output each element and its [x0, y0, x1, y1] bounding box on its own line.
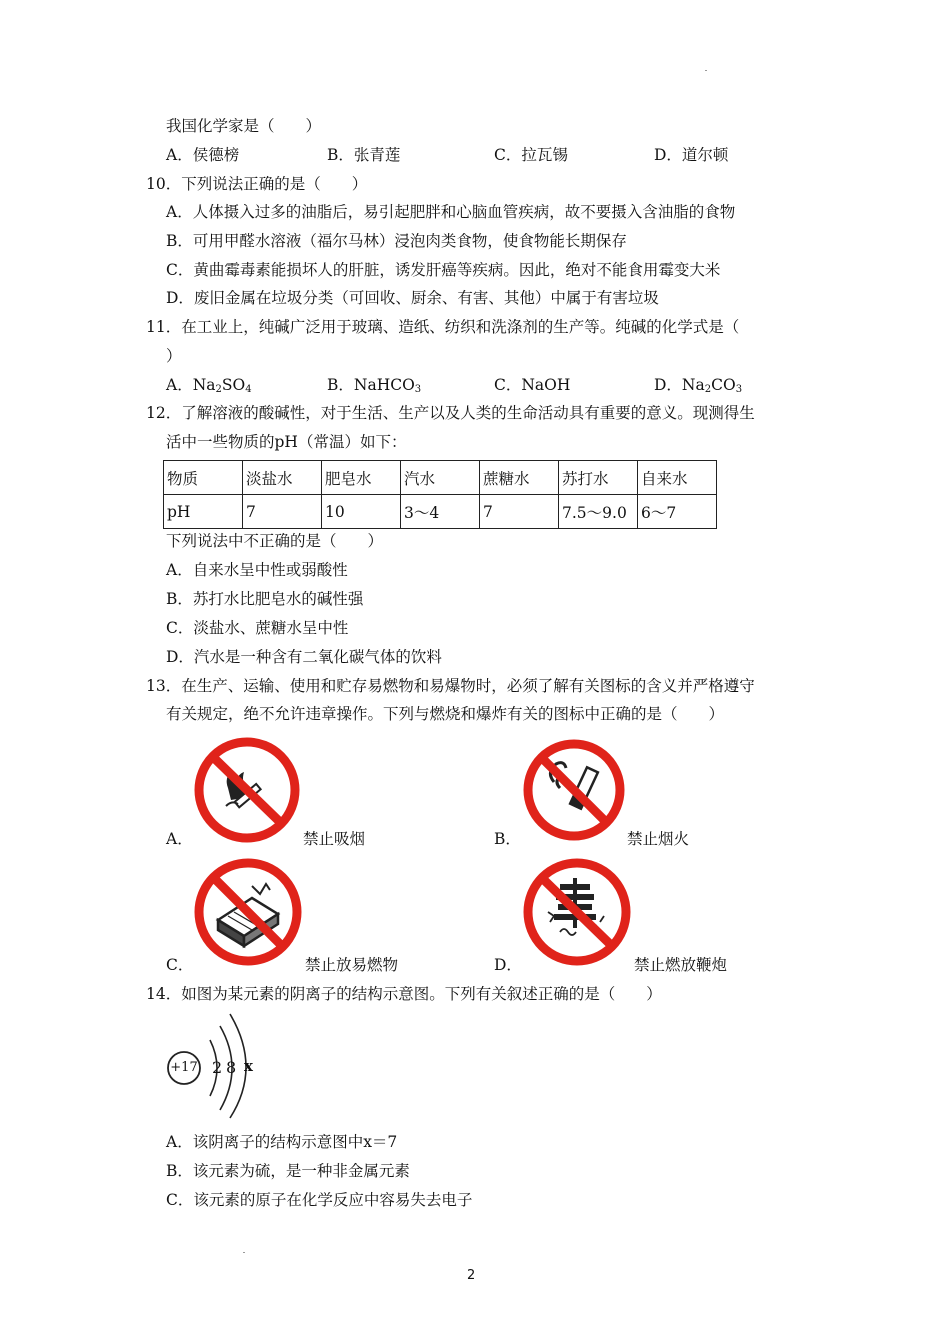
q14-option-a: A．该阴离子的结构示意图中x＝7: [166, 1133, 398, 1151]
q12-question: 下列说法中不正确的是（ ）: [166, 532, 384, 550]
table-cell: 10: [322, 495, 401, 529]
q12-option-a: A．自来水呈中性或弱酸性: [166, 561, 348, 579]
q10-option-d: D．废旧金属在垃圾分类（可回收、厨余、有害、其他）中属于有害垃圾: [166, 289, 659, 307]
q13-option-a-letter: A．: [166, 830, 193, 848]
table-cell: 6～7: [638, 495, 717, 529]
q12-option-d: D．汽水是一种含有二氧化碳气体的饮料: [166, 648, 442, 666]
q13-option-a-caption: 禁止吸烟: [303, 830, 366, 848]
q9-option-c: C．拉瓦锡: [494, 146, 568, 164]
table-cell: 7: [243, 495, 322, 529]
q12-option-c: C．淡盐水、蔗糖水呈中性: [166, 619, 349, 637]
table-cell: 蔗糖水: [480, 461, 559, 495]
q13-option-d-letter: D．: [494, 956, 522, 974]
q10-option-a: A．人体摄入过多的油脂后，易引起肥胖和心脑血管疾病，故不要摄入含油脂的食物: [166, 203, 736, 221]
page-number: 2: [467, 1268, 476, 1283]
table-cell: 7.5～9.0: [559, 495, 638, 529]
table-cell: pH: [164, 495, 243, 529]
table-cell: 物质: [164, 461, 243, 495]
no-firecrackers-sign-icon: [520, 856, 634, 968]
ph-table-value-row: [164, 495, 717, 529]
ph-table: [163, 460, 717, 529]
q10-option-c: C．黄曲霉毒素能损坏人的肝脏，诱发肝癌等疾病。因此，绝对不能食用霉变大米: [166, 261, 721, 279]
table-cell: 苏打水: [559, 461, 638, 495]
q13-option-c-caption: 禁止放易燃物: [305, 956, 399, 974]
table-cell: 汽水: [401, 461, 480, 495]
q9-option-a: A．侯德榜: [166, 146, 240, 164]
no-smoking-sign-icon: [190, 736, 304, 844]
ph-table-header-row: [164, 461, 717, 495]
shell-3-count: x: [244, 1057, 253, 1075]
q13-option-c-letter: C．: [166, 956, 194, 974]
q13-option-b-letter: B．: [494, 830, 521, 848]
scan-dot: [705, 70, 707, 71]
scan-dot: [243, 1252, 245, 1253]
q13-stem-line2: 有关规定，绝不允许违章操作。下列与燃烧和爆炸有关的图标中正确的是（ ）: [166, 705, 725, 723]
table-cell: 3～4: [401, 495, 480, 529]
q11-stem-line1: 11．在工业上，纯碱广泛用于玻璃、造纸、纺织和洗涤剂的生产等。纯碱的化学式是（: [146, 318, 740, 336]
q12-option-b: B．苏打水比肥皂水的碱性强: [166, 590, 364, 608]
q9-option-d: D．道尔顿: [654, 146, 729, 164]
q11-option-c: C．NaOH: [494, 376, 571, 394]
table-cell: 自来水: [638, 461, 717, 495]
q10-option-b: B．可用甲醛水溶液（福尔马林）浸泡肉类食物，使食物能长期保存: [166, 232, 627, 250]
q10-stem: 10．下列说法正确的是（ ）: [146, 175, 368, 193]
q13-stem-line1: 13．在生产、运输、使用和贮存易燃物和易爆物时，必须了解有关图标的含义并严格遵守: [146, 677, 755, 695]
no-flammables-sign-icon: [190, 856, 306, 968]
nucleus-charge: +17: [170, 1060, 198, 1075]
q14-option-b: B．该元素为硫，是一种非金属元素: [166, 1162, 410, 1180]
q12-stem-line1: 12．了解溶液的酸碱性，对于生活、生产以及人类的生命活动具有重要的意义。现测得生: [146, 404, 755, 422]
q14-stem: 14．如图为某元素的阴离子的结构示意图。下列有关叙述正确的是（ ）: [146, 985, 662, 1003]
q11-stem-line2: ）: [166, 347, 182, 365]
table-cell: 7: [480, 495, 559, 529]
table-cell: 肥皂水: [322, 461, 401, 495]
table-cell: 淡盐水: [243, 461, 322, 495]
shell-2-count: 8: [226, 1058, 237, 1077]
q13-option-d-caption: 禁止燃放鞭炮: [634, 956, 728, 974]
q11-option-b: B．NaHCO$_3$: [327, 376, 422, 395]
q13-option-b-caption: 禁止烟火: [627, 830, 690, 848]
no-fire-sign-icon: [520, 738, 628, 842]
ion-structure-diagram: [160, 1010, 270, 1122]
q14-option-c: C．该元素的原子在化学反应中容易失去电子: [166, 1191, 473, 1209]
q11-option-a: A．$Na_2SO_4$: [166, 376, 252, 395]
q9-option-b: B．张青莲: [327, 146, 401, 164]
shell-1-count: 2: [212, 1058, 223, 1077]
q12-stem-line2: 活中一些物质的pH（常温）如下：: [166, 433, 407, 451]
q11-option-d: D．$Na_2CO_3$: [654, 376, 743, 395]
q9-stem: 我国化学家是（ ）: [166, 117, 322, 135]
